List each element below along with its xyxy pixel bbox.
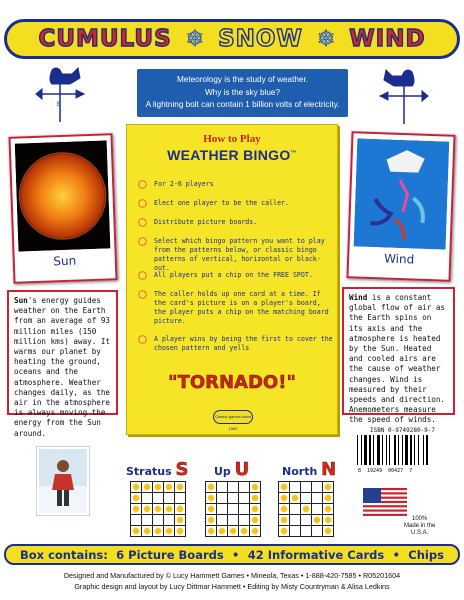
bingo-cell xyxy=(239,526,249,536)
kites-image xyxy=(354,138,450,249)
bingo-cell xyxy=(250,482,260,492)
bingo-cell xyxy=(312,493,322,503)
info-term-sun: Sun xyxy=(14,296,28,305)
bingo-cell xyxy=(290,493,300,503)
bingo-cell xyxy=(164,482,174,492)
wind-picture-card xyxy=(346,131,455,282)
bingo-cell xyxy=(228,482,238,492)
bingo-cell xyxy=(290,504,300,514)
card-label-wind: Wind xyxy=(383,251,415,267)
facts-panel xyxy=(137,69,348,117)
bingo-cell xyxy=(301,515,311,525)
bingo-cell xyxy=(175,482,185,492)
bingo-cell xyxy=(279,526,289,536)
sun-bullet-icon xyxy=(137,198,148,209)
bingo-cell xyxy=(323,504,333,514)
sun-bullet-icon xyxy=(137,217,148,228)
bingo-cell xyxy=(153,504,163,514)
bingo-cell xyxy=(153,482,163,492)
bingo-cell xyxy=(250,504,260,514)
weathervane-rooster-icon xyxy=(30,64,90,124)
bingo-cell xyxy=(301,482,311,492)
bingo-cell xyxy=(250,515,260,525)
bingo-cell xyxy=(217,515,227,525)
snowflake-icon: ❄ xyxy=(316,26,336,51)
weathervane-rooster-icon xyxy=(374,66,434,126)
howto-step: A player wins by being the first to cover the chosen pattern and yells xyxy=(137,335,333,353)
bingo-cell xyxy=(142,482,152,492)
bingo-board-north xyxy=(278,481,334,537)
bingo-cell xyxy=(228,493,238,503)
bingo-cell xyxy=(323,493,333,503)
howto-subtitle: WEATHER BINGO™ xyxy=(167,147,297,163)
bingo-cell xyxy=(131,504,141,514)
bingo-cell xyxy=(301,526,311,536)
bingo-cell xyxy=(312,504,322,514)
bingo-cell xyxy=(142,504,152,514)
sun-image xyxy=(15,140,111,251)
bingo-cell xyxy=(228,515,238,525)
howto-step: Distribute picture boards. xyxy=(137,218,333,229)
bingo-cell xyxy=(206,493,216,503)
title-word-wind: WIND xyxy=(349,26,426,52)
bingo-cell xyxy=(279,515,289,525)
bingo-cell xyxy=(239,493,249,503)
bingo-cell xyxy=(164,515,174,525)
bingo-cell xyxy=(290,515,300,525)
bingo-cell xyxy=(250,493,260,503)
bingo-cell xyxy=(164,526,174,536)
bingo-cell xyxy=(250,526,260,536)
board-title-north: North N xyxy=(282,459,337,480)
bingo-cell xyxy=(206,526,216,536)
svg-text:E: E xyxy=(57,102,62,108)
bingo-cell xyxy=(164,493,174,503)
sun-bullet-icon xyxy=(137,289,148,300)
howto-step: Select which bingo pattern you want to play from the patterns below, or classic bingo patterns of vertical, horizontal or black-out. xyxy=(137,237,333,273)
bingo-cell xyxy=(164,504,174,514)
bingo-board-up xyxy=(205,481,261,537)
snowflake-icon: ❄ xyxy=(185,26,205,51)
howto-step: All players put a chip on the FREE SPOT. xyxy=(137,271,333,282)
bingo-cell xyxy=(142,493,152,503)
title-word-snow: SNOW xyxy=(218,26,303,52)
box-contents-bar: Box contains: 6 Picture Boards • 42 Informative Cards • Chips xyxy=(4,544,460,565)
bingo-cell xyxy=(206,504,216,514)
info-text-sun: 's energy guides weather on the Earth from an average of 93 million miles (150 million kms) away. It warms our planet by heating the ground, oceans and the atmosphere. Weather changes daily, as the air in the atmosphere is always moving the energy from the Sun around. xyxy=(14,296,111,438)
classic-games-badge: Classic games since 1962 xyxy=(213,410,253,424)
bingo-cell xyxy=(142,526,152,536)
sun-bullet-icon xyxy=(137,334,148,345)
bingo-cell xyxy=(175,515,185,525)
bingo-cell xyxy=(131,526,141,536)
howto-title: How to Play xyxy=(203,133,261,145)
credits-line-2: Graphic design and layout by Lucy Dittmar Hammett • Editing by Misty Countryman & Alisa Ledkins xyxy=(74,582,390,591)
fact-line: A lightning bolt can contain 1 billion volts of electricity. xyxy=(145,100,340,109)
bingo-cell xyxy=(312,482,322,492)
bingo-board-stratus xyxy=(130,481,186,537)
bingo-cell xyxy=(279,493,289,503)
bingo-cell xyxy=(323,526,333,536)
bingo-cell xyxy=(239,482,249,492)
bingo-cell xyxy=(279,482,289,492)
sun-bullet-icon xyxy=(137,236,148,247)
bingo-cell xyxy=(217,482,227,492)
barcode-digits: 8 19249 00427 7 xyxy=(358,468,413,474)
info-text-wind: is a constant global flow of air as the Earth spins on its axis and the atmosphere is heated by the Sun. Heated and cooled airs are the cause of weather changes. Wind is measured by their speeds and direction. Anemometers measure the speed of winds. xyxy=(349,293,446,425)
bingo-cell xyxy=(301,493,311,503)
info-term-wind: Wind xyxy=(349,293,368,302)
barcode-icon xyxy=(355,435,451,467)
sun-picture-card xyxy=(8,133,117,284)
bingo-cell xyxy=(228,504,238,514)
fact-line: Meteorology is the study of weather. xyxy=(176,75,309,84)
sun-bullet-icon xyxy=(137,270,148,281)
girl-photo xyxy=(36,446,90,516)
tornado-shout: "TORNADO!" xyxy=(168,372,296,393)
isbn-text: ISBN 0-9749280-9-7 xyxy=(370,427,436,434)
howto-step: Elect one player to be the caller. xyxy=(137,199,333,210)
howto-step: The caller holds up one card at a time. If the card's picture is on a player's board, the player puts a chip on the matching board picture. xyxy=(137,290,333,326)
title-bar xyxy=(4,19,460,59)
board-title-stratus: Stratus S xyxy=(126,459,189,480)
bingo-cell xyxy=(131,515,141,525)
bingo-cell xyxy=(175,526,185,536)
bingo-cell xyxy=(153,493,163,503)
board-title-up: Up U xyxy=(214,459,250,480)
bingo-cell xyxy=(290,526,300,536)
bingo-cell xyxy=(175,493,185,503)
bingo-cell xyxy=(239,504,249,514)
title-word-cumulus: CUMULUS xyxy=(38,26,172,52)
bingo-cell xyxy=(153,526,163,536)
sun-bullet-icon xyxy=(137,179,148,190)
bingo-cell xyxy=(323,482,333,492)
bingo-cell xyxy=(290,482,300,492)
bingo-cell xyxy=(206,515,216,525)
bingo-cell xyxy=(279,504,289,514)
wind-info-box xyxy=(342,287,455,425)
bingo-cell xyxy=(175,504,185,514)
bingo-cell xyxy=(312,526,322,536)
bingo-cell xyxy=(323,515,333,525)
howto-step: For 2-6 players xyxy=(137,180,333,191)
bingo-cell xyxy=(239,515,249,525)
bingo-cell xyxy=(131,482,141,492)
bingo-cell xyxy=(217,493,227,503)
made-in-usa: 100% Made in the U.S.A. xyxy=(404,516,436,536)
sun-info-box xyxy=(7,290,118,438)
how-to-play-panel xyxy=(126,124,338,435)
bingo-cell xyxy=(301,504,311,514)
bingo-cell xyxy=(217,526,227,536)
bingo-cell xyxy=(217,504,227,514)
bingo-cell xyxy=(131,493,141,503)
bingo-cell xyxy=(312,515,322,525)
credits-line-1: Designed and Manufactured by © Lucy Hammett Games • Mineola, Texas • 1-888-420-7585 • R05201604 xyxy=(63,571,401,580)
us-flag-icon xyxy=(363,488,407,518)
bingo-cell xyxy=(153,515,163,525)
card-label-sun: Sun xyxy=(53,253,77,269)
bingo-cell xyxy=(206,482,216,492)
fact-line: Why is the sky blue? xyxy=(204,87,281,97)
bingo-cell xyxy=(142,515,152,525)
bingo-cell xyxy=(228,526,238,536)
